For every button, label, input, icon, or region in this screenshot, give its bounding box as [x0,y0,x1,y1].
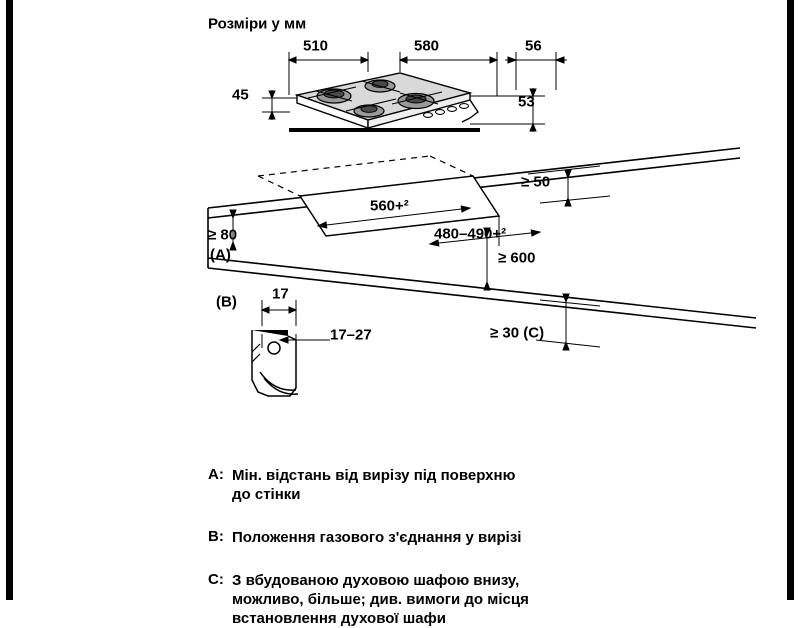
dim-wall-distance: ≥ 80 [208,226,238,244]
marker-a: (A) [210,246,231,264]
dim-cutout-depth: 480–490+² [434,225,507,243]
legend-item-a [208,466,628,504]
legend-line: можливо, більше; див. вимоги до місця [232,591,529,608]
dim-cutout-offset-top: 580 [414,37,440,55]
legend-key-c: C: [208,571,224,588]
dim-bracket-width: 17 [272,285,289,303]
legend-line: встановлення духової шафи [232,610,446,627]
hob-perspective-drawing [289,73,480,132]
legend-line: до стінки [232,486,301,503]
dim-right-margin: 56 [525,37,542,55]
legend-list [208,466,628,628]
legend-item-b [208,528,628,547]
dim-worktop-depth: ≥ 600 [498,249,536,267]
dim-min-above: ≥ 50 [521,173,551,191]
dim-depth-right: 53 [518,93,535,111]
dim-cutout-width: 560+² [370,197,409,215]
legend-key-b: B: [208,528,224,545]
dim-hob-width: 510 [303,37,329,55]
dim-below-clearance: ≥ 30 (C) [490,324,545,342]
legend-line: Мін. відстань від вирізу під поверхню [232,467,516,484]
diagram-title: Розміри у мм [208,15,307,33]
legend-line: З вбудованою духовою шафою внизу, [232,572,520,589]
dim-depth-left: 45 [232,86,249,104]
marker-b: (B) [216,293,237,311]
legend-line: Положення газового з'єднання у вирізі [232,529,522,546]
dim-bracket-range: 17–27 [330,326,372,344]
legend-key-a: A: [208,466,224,483]
